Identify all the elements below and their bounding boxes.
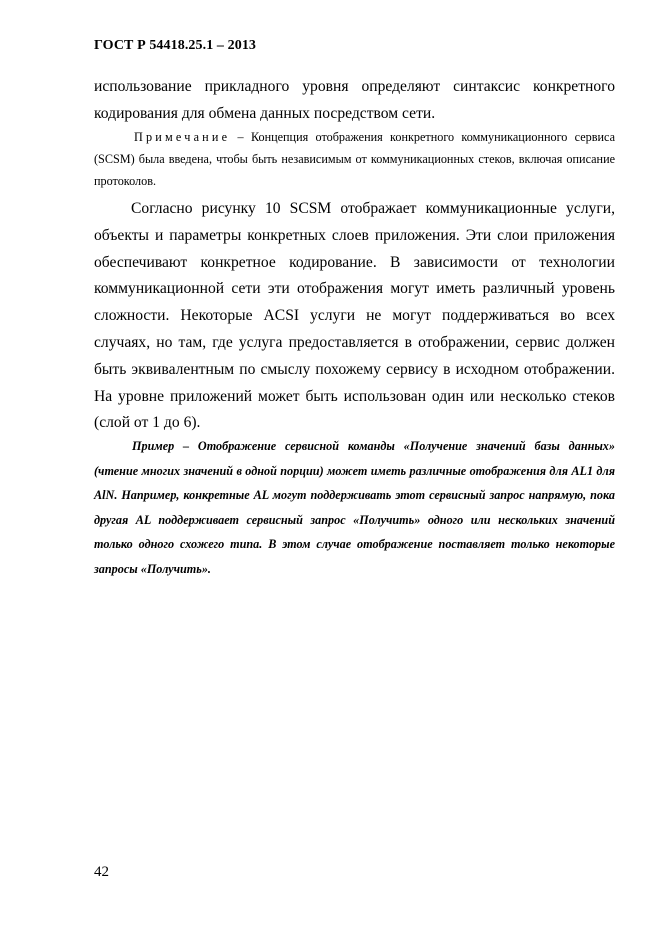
note-label: Примечание bbox=[134, 130, 231, 144]
page-number: 42 bbox=[94, 864, 109, 880]
document-header: ГОСТ Р 54418.25.1 – 2013 bbox=[94, 38, 257, 53]
note-text: – Концепция отображения конкретного коммуникационного сервиса (SCSM) была введена, чтобы быть независимым от коммуникационных стеков, включая описание протоколов. bbox=[94, 130, 615, 188]
example-paragraph: Пример – Отображение сервисной команды «Получение значений базы данных» (чтение многих значений в одной порции) может иметь различные отображения для AL1 для AlN. Например, конкретные AL могут поддерживать этот сервисный запрос напрямую, пока другая AL поддерживает сервисный запрос «Получить» одного или нескольких значений только одного схожего типа. В этом случае отображение поставляет только некоторые запросы «Получить». bbox=[94, 439, 615, 576]
note-paragraph bbox=[94, 126, 615, 192]
intro-paragraph: использование прикладного уровня определяют синтаксис конкретного кодирования для обмена данных посредством сети. bbox=[94, 78, 615, 122]
main-paragraph: Согласно рисунку 10 SCSM отображает коммуникационные услуги, объекты и параметры конкретных слоев приложения. Эти слои приложения обеспечивают конкретное кодирование. В зависимости от технологии коммуникационной сети эти отображения могут иметь различный уровень сложности. Некоторые ACSI услуги не могут поддерживаться во всех случаях, но там, где услуга предоставляется в отображении, сервис должен быть эквивалентным по смыслу похожему сервису в исходном отображении. На уровне приложений может быть использован один или несколько стеков (слой от 1 до 6). bbox=[94, 200, 615, 432]
